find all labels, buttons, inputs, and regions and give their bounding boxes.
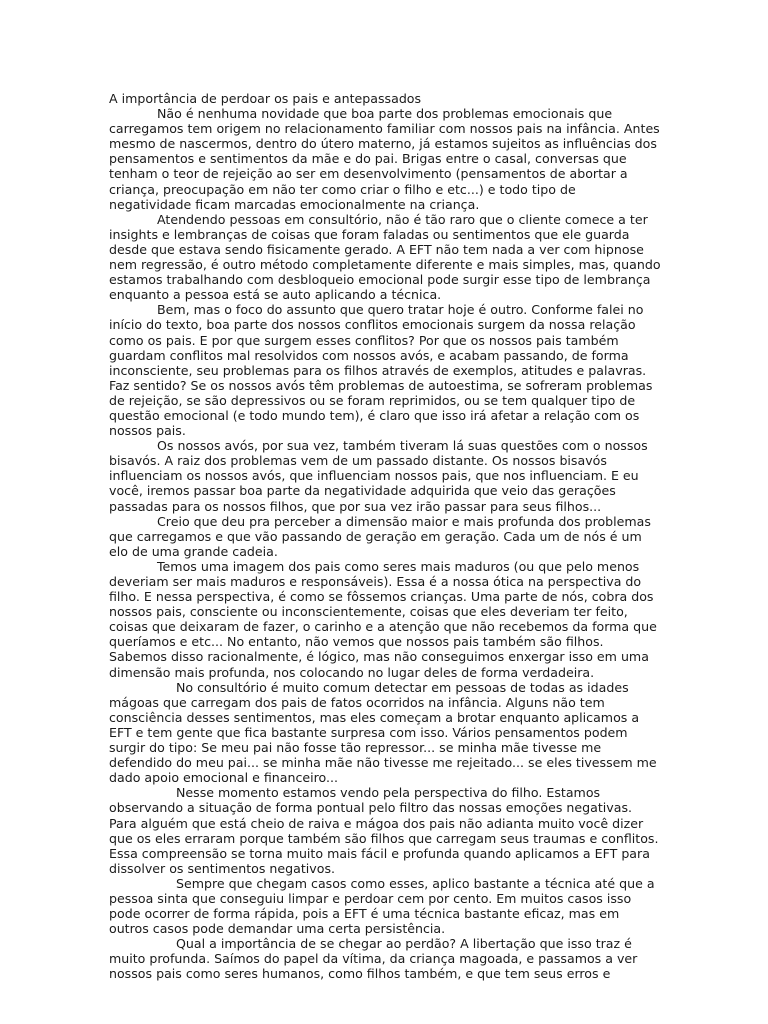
paragraph: Qual a importância de se chegar ao perdão? A libertação que isso traz é muito profunda. Saímos do papel da vítima, da criança magoada, e passamos a ver nossos pais como seres humanos, como filhos também, e que tem seus erros e <box>109 936 638 982</box>
paragraph: Sempre que chegam casos como esses, aplico bastante a técnica até que a pessoa sinta que conseguiu limpar e perdoar cem por cento. Em muitos casos isso pode ocorrer de forma rápida, pois a EFT é uma técnica bastante eficaz, mas em outros casos pode demandar uma certa persistência. <box>109 875 655 937</box>
document-page <box>109 91 661 982</box>
paragraph: Temos uma imagem dos pais como seres mais maduros (ou que pelo menos deveriam ser mais maduros e responsáveis). Essa é a nossa ótica na perspectiva do filho. E nessa perspectiva, é como se fôssemos crianças. Uma parte de nós, cobra dos nossos pais, consciente ou inconscientemente, coisas que eles deveriam ter feito, coisas que deixaram de fazer, o carinho e a atenção que não recebemos da forma que queríamos e etc... No entanto, não vemos que nossos pais também são filhos. Sabemos disso racionalmente, é lógico, mas não conseguimos enxergar isso em uma dimensão mais profunda, nos colocando no lugar deles de forma verdadeira. <box>109 558 657 680</box>
paragraph: Atendendo pessoas em consultório, não é tão raro que o cliente comece a ter insights e lembranças de coisas que foram faladas ou sentimentos que ele guarda desde que estava sendo fisicamente gerado. A EFT não tem nada a ver com hipnose nem regressão, é outro método completamente diferente e mais simples, mas, quando estamos trabalhando com desbloqueio emocional pode surgir esse tipo de lembrança enquanto a pessoa está se auto aplicando a técnica. <box>109 211 661 303</box>
paragraph: Creio que deu pra perceber a dimensão maior e mais profunda dos problemas que carregamos e que vão passando de geração em geração. Cada um de nós é um elo de uma grande cadeia. <box>109 513 651 559</box>
paragraph: Os nossos avós, por sua vez, também tiveram lá suas questões com o nossos bisavós. A raiz dos problemas vem de um passado distante. Os nossos bisavós influenciam os nossos avós, que influenciam nossos pais, que nos influenciam. E eu você, iremos passar boa parte da negatividade adquirida que veio das gerações passadas para os nossos filhos, que por sua vez irão passar para seus filhos... <box>109 438 648 514</box>
paragraph: Nesse momento estamos vendo pela perspectiva do filho. Estamos observando a situação de forma pontual pelo filtro das nossas emoções negativas. Para alguém que está cheio de raiva e mágoa dos pais não adianta muito você dizer que os eles erraram porque também são filhos que carregam seus traumas e conflitos. Essa compreensão se torna muito mais fácil e profunda quando aplicamos a EFT para dissolver os sentimentos negativos. <box>109 785 659 876</box>
document-title: A importância de perdoar os pais e antepassados <box>109 91 422 106</box>
paragraph: Bem, mas o foco do assunto que quero tratar hoje é outro. Conforme falei no início do texto, boa parte dos nossos conflitos emocionais surgem da nossa relação como os pais. E por que surgem esses conflitos? Por que os nossos pais também guardam conflitos mal resolvidos com nossos avós, e acabam passando, de forma inconsciente, seu problemas para os filhos através de exemplos, atitudes e palavras. Faz sentido? Se os nossos avós têm problemas de autoestima, se sofreram problemas de rejeição, se são depressivos ou se foram reprimidos, ou se tem qualquer tipo de questão emocional (e todo mundo tem), é claro que isso irá afetar a relação com os nossos pais. <box>109 302 653 439</box>
paragraph: No consultório é muito comum detectar em pessoas de todas as idades mágoas que carregam dos pais de fatos ocorridos na infância. Alguns não tem consciência desses sentimentos, mas eles começam a brotar enquanto aplicamos a EFT e tem gente que fica bastante surpresa com isso. Vários pensamentos podem surgir do tipo: Se meu pai não fosse tão repressor... se minha mãe tivesse me defendido do meu pai... se minha mãe não tivesse me rejeitado... se eles tivessem me dado apoio emocional e financeiro... <box>109 679 657 786</box>
paragraph: Não é nenhuma novidade que boa parte dos problemas emocionais que carregamos tem origem no relacionamento familiar com nossos pais na infância. Antes mesmo de nascermos, dentro do útero materno, já estamos sujeitos as influências dos pensamentos e sentimentos da mãe e do pai. Brigas entre o casal, conversas que tenham o teor de rejeição ao ser em desenvolvimento (pensamentos de abortar a criança, preocupação em não ter como criar o filho e etc...) e todo tipo de negatividade ficam marcadas emocionalmente na criança. <box>109 106 660 212</box>
